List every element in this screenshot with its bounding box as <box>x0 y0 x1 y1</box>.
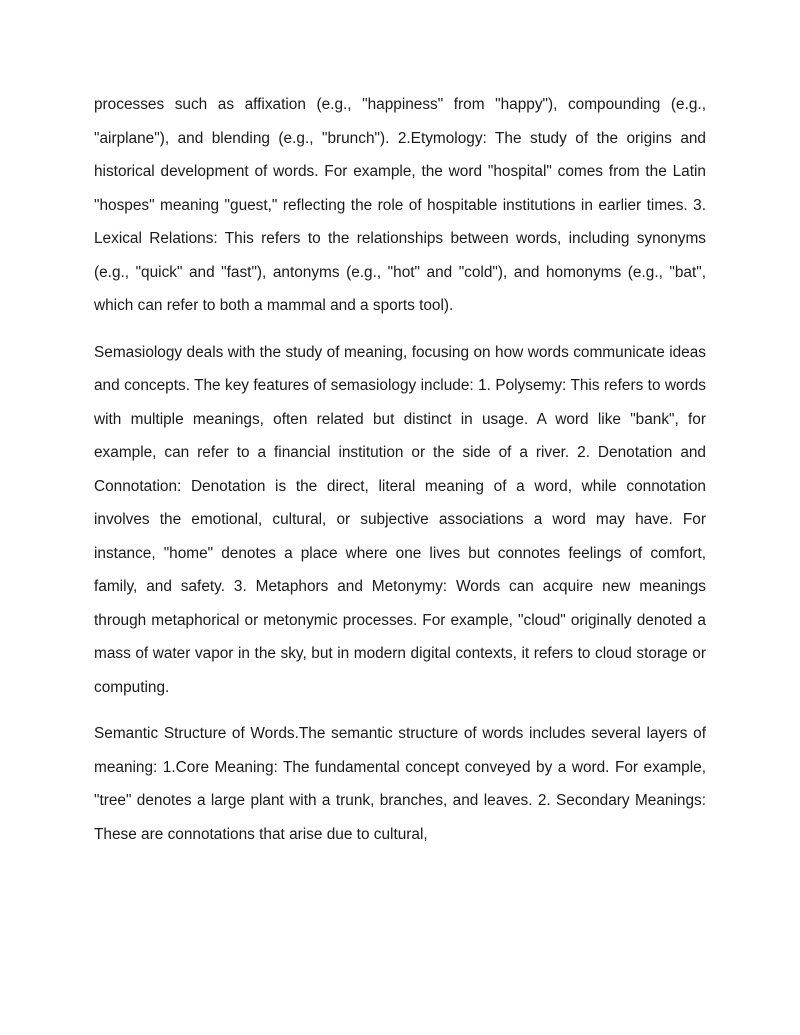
paragraph-semantic-structure: Semantic Structure of Words.The semantic structure of words includes several layers of meaning: 1.Core Meaning: The fundamental concept conveyed by a word. For example, "tree" denotes a large plant with a trunk, branches, and leaves. 2. Secondary Meanings: These are connotations that arise due to cultural, <box>94 725 706 843</box>
document-body <box>94 88 706 864</box>
paragraph-lexical-processes: processes such as affixation (e.g., "happiness" from "happy"), compounding (e.g., "airplane"), and blending (e.g., "brunch"). 2.Etymology: The study of the origins and historical development of words. For example, the word "hospital" comes from the Latin "hospes" meaning "guest," reflecting the role of hospitable institutions in earlier times. 3. Lexical Relations: This refers to the relationships between words, including synonyms (e.g., "quick" and "fast"), antonyms (e.g., "hot" and "cold"), and homonyms (e.g., "bat", which can refer to both a mammal and a sports tool). <box>94 96 706 314</box>
paragraph-semasiology: Semasiology deals with the study of meaning, focusing on how words communicate ideas and concepts. The key features of semasiology include: 1. Polysemy: This refers to words with multiple meanings, often related but distinct in usage. A word like "bank", for example, can refer to a financial institution or the side of a river. 2. Denotation and Connotation: Denotation is the direct, literal meaning of a word, while connotation involves the emotional, cultural, or subjective associations a word may have. For instance, "home" denotes a place where one lives but connotes feelings of comfort, family, and safety. 3. Metaphors and Metonymy: Words can acquire new meanings through metaphorical or metonymic processes. For example, "cloud" originally denoted a mass of water vapor in the sky, but in modern digital contexts, it refers to cloud storage or computing. <box>94 343 706 696</box>
